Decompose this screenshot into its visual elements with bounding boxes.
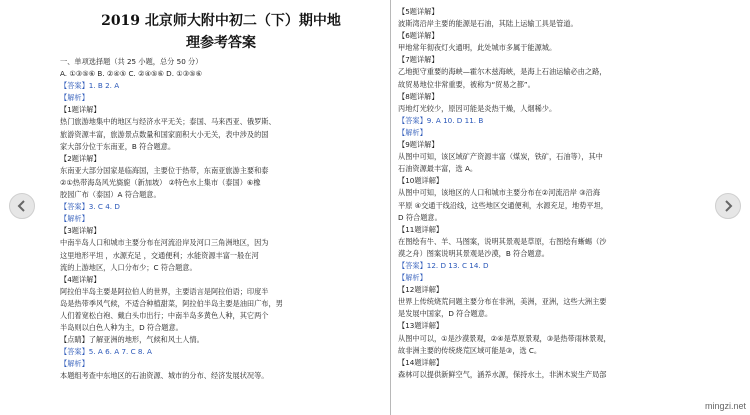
text-line: 乙地扼守重要的海峡—霍尔木兹海峡，是海上石油运输必由之路， — [398, 67, 607, 77]
doc-title-line-2: 理参考答案 — [186, 35, 256, 51]
next-page-button[interactable] — [715, 193, 741, 219]
chevron-right-icon — [722, 200, 734, 212]
answer-line: 【答案】5. A 6. A 7. C 8. A — [60, 347, 152, 357]
text-line: 【4题详解】 — [60, 274, 101, 284]
right-column-body — [398, 6, 702, 381]
text-line: 这里地形平坦 ，水源充足 ，交通便利；水能资源丰富一般在河 — [60, 250, 259, 260]
text-line: 岛是热带季风气候，不适合种植甜菜，阿拉伯半岛主要是油田广布，男 — [60, 298, 283, 308]
text-line: 是发展中国家，D 符合题意。 — [398, 309, 493, 319]
left-column — [60, 0, 382, 383]
text-line: ②①热带海岛风光旖旎（新加坡） ②特色水上集市（泰国）⑥橡 — [60, 177, 261, 187]
answer-line: 【答案】1. B 2. A — [60, 81, 120, 91]
text-line: 阿拉伯半岛主要是阿拉伯人的世界，主要语言是阿拉伯语；印度半 — [60, 286, 269, 296]
text-line: 【7题详解】 — [398, 55, 439, 65]
text-line: 从图中可知，该地区的人口和城市主要分布在②河流沿岸 ③沿海 — [398, 188, 601, 198]
text-line: 【1题详解】 — [60, 105, 101, 115]
watermark: mingzi.net — [704, 401, 746, 411]
answer-line: 【答案】3. C 4. D — [60, 202, 120, 212]
left-column-body — [60, 56, 382, 383]
text-line: 【14题详解】 — [398, 357, 444, 367]
text-line: 本题组考查中东地区的石油资源、城市的分布、经济发展状况等。 — [60, 371, 269, 381]
text-line: A. ①③⑤⑥ B. ②④⑤ C. ②④⑤⑥ D. ①③⑤⑥ — [60, 69, 203, 79]
text-line: 从图中可知，该区域矿产资源丰富（煤炭，铁矿，石油等），其中 — [398, 152, 603, 162]
text-line: 旅游资源丰富，旅游景点数量和国家面积大小无关，表中涉及的国 — [60, 129, 269, 139]
text-line: 故非洲主要的传统烧荒区域可能是③，选 C。 — [398, 345, 542, 355]
right-column — [398, 0, 702, 381]
previous-page-button[interactable] — [9, 193, 35, 219]
text-line: 半岛则以白色人种为主，D 符合题意。 — [60, 323, 183, 333]
text-line: 热门旅游地集中的地区与经济水平无关；泰国、马来西亚、俄罗斯、 — [60, 117, 276, 127]
text-line: 【8题详解】 — [398, 91, 439, 101]
column-divider — [390, 0, 391, 415]
text-line: 【12题详解】 — [398, 285, 444, 295]
doc-title-line-1: 2019 北京师大附中初二（下）期中地 — [101, 13, 341, 29]
text-line: 石油资源最丰富，选 A。 — [398, 164, 478, 174]
text-line: 故贸易地位非常重要，被称为“贸易之都”。 — [398, 79, 535, 89]
text-line: 【5题详解】 — [398, 7, 439, 16]
text-line: 森林可以提供新鲜空气，涵养水源，保持水土，非洲木炭生产局部 — [398, 369, 607, 379]
text-line: 【10题详解】 — [398, 176, 444, 186]
answer-line: 【解析】 — [60, 93, 89, 103]
text-line: 漠之舟）图案说明其景观是沙漠，B 符合题意。 — [398, 248, 549, 258]
text-line: 中南半岛人口和城市主要分布在河流沿岸及河口三角洲地区，因为 — [60, 238, 269, 248]
text-line: 【6题详解】 — [398, 31, 439, 41]
answer-line: 【答案】9. A 10. D 11. B — [398, 115, 484, 125]
answer-line: 【解析】 — [60, 359, 89, 369]
text-line: 家大部分位于东南亚，B 符合题意。 — [60, 141, 176, 151]
text-line: 胶园广布（泰国）A 符合题意。 — [60, 190, 161, 200]
text-line: 平原 ④交通干线沿线，这些地区交通便利，水源充足，地势平坦， — [398, 200, 608, 210]
text-line: 【3题详解】 — [60, 226, 101, 236]
answer-line: 【答案】12. D 13. C 14. D — [398, 260, 489, 270]
text-line: 波斯湾沿岸主要的能源是石油，其陆上运输工具是管道。 — [398, 19, 578, 29]
document-page — [52, 0, 702, 415]
text-line: 【11题详解】 — [398, 224, 444, 234]
text-line: 【9题详解】 — [398, 140, 439, 150]
answer-line: 【解析】 — [398, 273, 427, 283]
text-line: 东南亚大部分国家是临海国，主要位于热带，东南亚旅游主要和泰 — [60, 165, 269, 175]
text-line: 一、单项选择题（共 25 小题，总分 50 分） — [60, 57, 203, 66]
text-line: 人们着宽松白袍、戴白头巾出行；中南半岛多黄色人种，其它两个 — [60, 310, 269, 320]
text-line: 丙地灯光较少，原因可能是炎热干燥，人烟稀少。 — [398, 103, 557, 113]
text-line: 从图中可以，①是沙漠景观，②④是草原景观，③是热带雨林景观， — [398, 333, 611, 343]
text-line: 【2题详解】 — [60, 153, 101, 163]
text-line: 世界上传统烧荒问题主要分布在非洲，美洲，亚洲，这些大洲主要 — [398, 297, 607, 307]
answer-line: 【解析】 — [60, 214, 89, 224]
text-line: 【点睛】了解亚洲的地形，气候和风土人情。 — [60, 335, 204, 345]
text-line: 在图绘有牛、羊、马图案，说明其景观是草原，右图绘有蜥蜴（沙 — [398, 236, 607, 246]
text-line: 流的上游地区，人口分布少；C 符合题意。 — [60, 262, 197, 272]
text-line: 【13题详解】 — [398, 321, 444, 331]
text-line: 甲地常年彻夜灯火通明，此处城市多属于能源城。 — [398, 43, 557, 53]
text-line: D 符合题意。 — [398, 212, 442, 222]
answer-line: 【解析】 — [398, 127, 427, 137]
chevron-left-icon — [16, 200, 28, 212]
